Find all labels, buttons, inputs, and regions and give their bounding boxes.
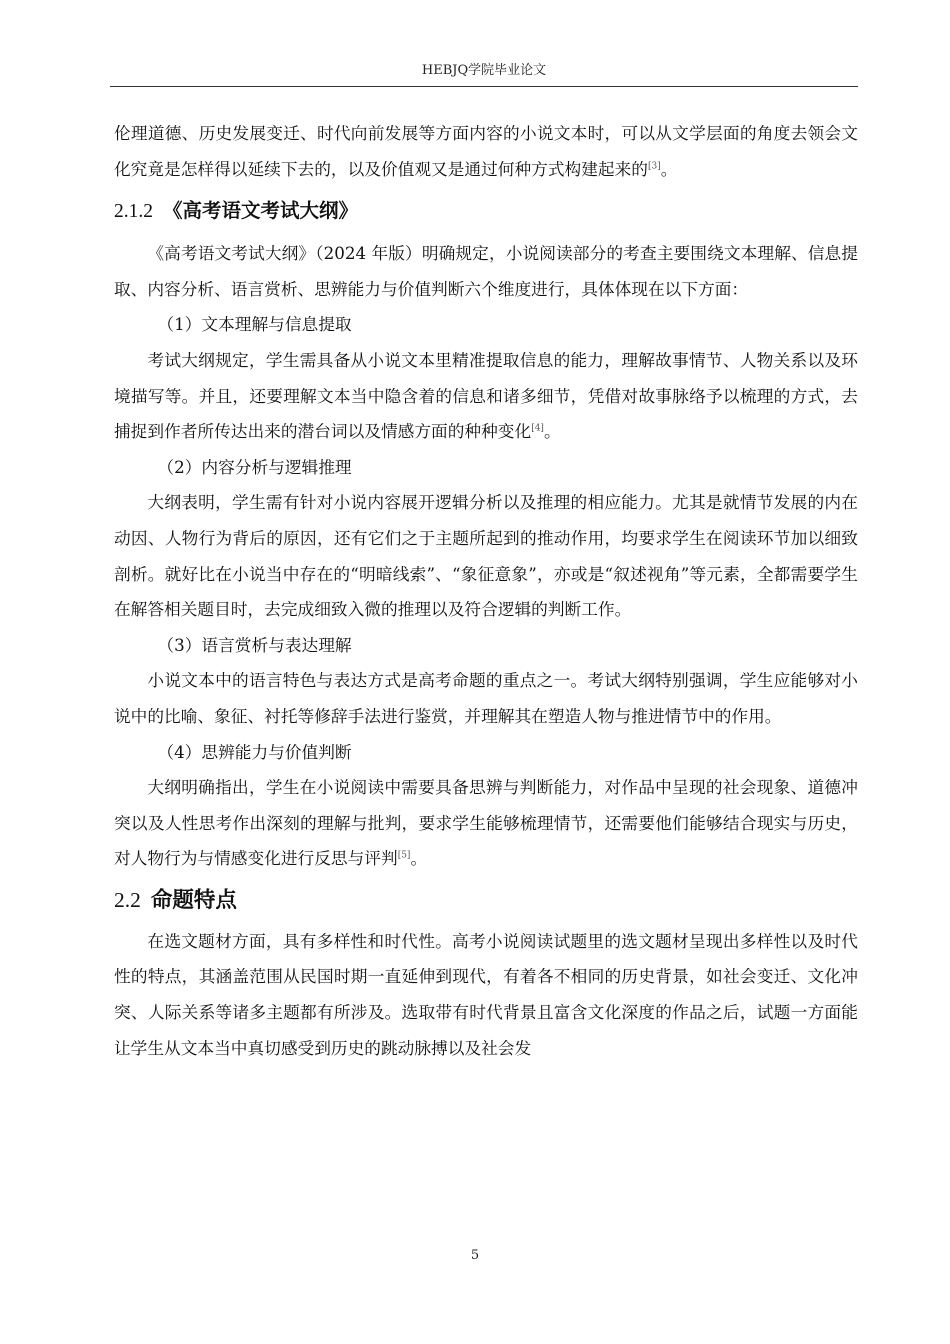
running-header: HEBJQ学院毕业论文 <box>421 63 547 78</box>
citation-ref[interactable]: [5] <box>397 850 411 861</box>
list-item-heading: （1）文本理解与信息提取 <box>157 314 352 335</box>
paragraph: 小说文本中的语言特色与表达方式是高考命题的重点之一。考试大纲特别强调，学生应能够对小说中的比喻、象征、衬托等修辞手法进行鉴赏，并理解其在塑造人物与推进情节中的作用。 <box>114 670 858 726</box>
paragraph-end: 。 <box>660 158 678 179</box>
list-item-heading: （2）内容分析与逻辑推理 <box>157 456 352 477</box>
section-heading-2-2 <box>114 881 858 920</box>
section-heading-2-1-2 <box>114 193 858 230</box>
paragraph <box>114 343 858 450</box>
citation-ref[interactable]: [4] <box>531 423 544 434</box>
citation-ref[interactable]: [3] <box>648 161 661 172</box>
header-divider <box>110 86 858 87</box>
paragraph-text: 伦理道德、历史发展变迁、时代向前发展等方面内容的小说文本时，可以从文学层面的角度去领会文化究竟是怎样得以延续下去的，以及价值观又是通过何种方式构建起来的 <box>114 123 858 179</box>
paragraph: 大纲表明，学生需有针对小说内容展开逻辑分析以及推理的相应能力。尤其是就情节发展的内在动因、人物行为背后的原因，还有它们之于主题所起到的推动作用，均要求学生在阅读环节加以细致剖析。就好比在小说当中存在的“明暗线索”、“象征意象”，亦或是“叙述视角”等元素，全都需要学生在解答相关题目时，去完成细致入微的推理以及符合逻辑的判断工作。 <box>114 492 858 620</box>
paragraph: 《高考语文考试大纲》（2024 年版）明确规定，小说阅读部分的考查主要围绕文本理解、信息提取、内容分析、语言赏析、思辨能力与价值判断六个维度进行，具体体现在以下方面： <box>114 243 858 299</box>
paragraph: 在选文题材方面，具有多样性和时代性。高考小说阅读试题里的选文题材呈现出多样性以及时代性的特点，其涵盖范围从民国时期一直延伸到现代，有着各不相同的历史背景，如社会变迁、文化冲突、人际关系等诸多主题都有所涉及。选取带有时代背景且富含文化深度的作品之后，试题一方面能让学生从文本当中真切感受到历史的跳动脉搏以及社会发 <box>114 930 858 1058</box>
paragraph-end: 。 <box>410 848 428 869</box>
section-number: 2.2 <box>114 887 141 912</box>
paragraph-continuation <box>114 116 858 187</box>
page-number: 5 <box>470 1248 480 1263</box>
paragraph-text: 大纲明确指出，学生在小说阅读中需要具备思辨与判断能力，对作品中呈现的社会现象、道德冲突以及人性思考作出深刻的理解与批判，要求学生能够梳理情节，还需要他们能够结合现实与历史，对人物行为与情感变化进行反思与评判 <box>114 777 858 869</box>
paragraph <box>114 770 858 877</box>
paragraph-text: 考试大纲规定，学生需具备从小说文本里精准提取信息的能力，理解故事情节、人物关系以及环境描写等。并且，还要理解文本当中隐含着的信息和诸多细节，凭借对故事脉络予以梳理的方式，去捕捉到作者所传达出来的潜台词以及情感方面的种种变化 <box>114 349 858 442</box>
page-body <box>114 116 858 1066</box>
section-number: 2.1.2 <box>114 201 153 223</box>
list-item-heading: （3）语言赏析与表达理解 <box>157 634 352 655</box>
list-item-heading: （4）思辨能力与价值判断 <box>157 741 352 762</box>
paragraph-end: 。 <box>543 421 561 442</box>
section-title: 《高考语文考试大纲》 <box>163 199 359 223</box>
section-title: 命题特点 <box>150 887 237 913</box>
